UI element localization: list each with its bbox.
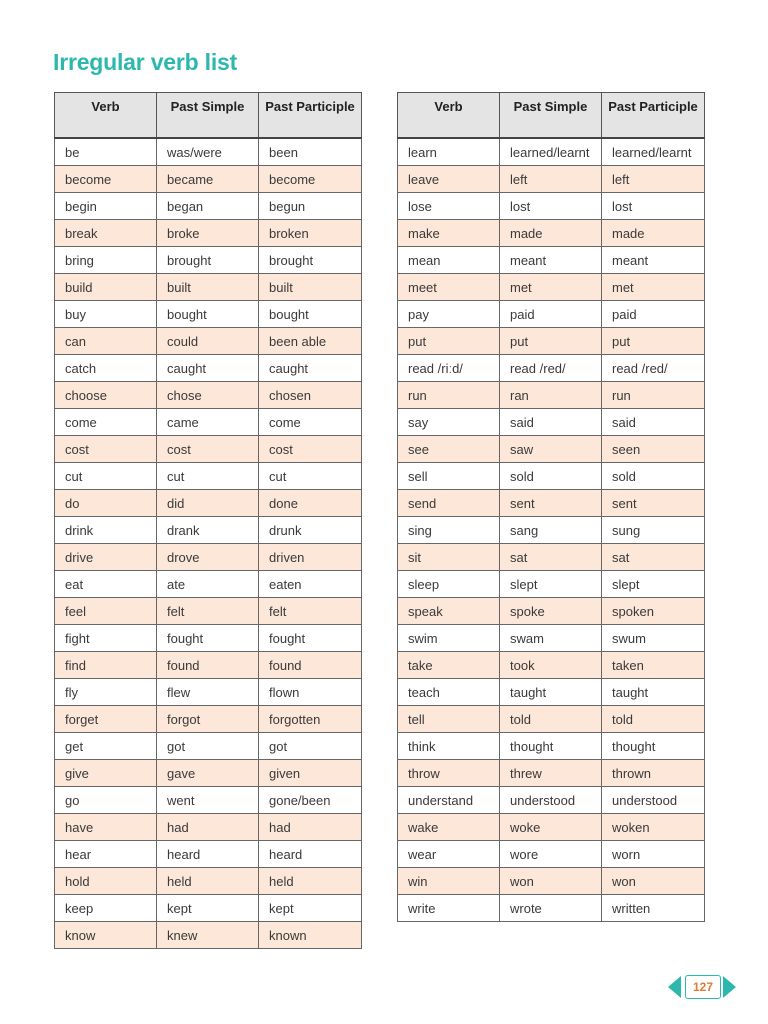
table-row: [55, 679, 362, 706]
verb-table-right: [397, 92, 705, 922]
verb-cell: teach: [398, 679, 500, 706]
past-simple-cell: ate: [157, 571, 259, 598]
table-row: [398, 787, 705, 814]
table-row: [55, 355, 362, 382]
table-row: [55, 138, 362, 166]
verb-cell: know: [55, 922, 157, 949]
table-row: [398, 706, 705, 733]
past-participle-cell: written: [602, 895, 705, 922]
table-row: [55, 787, 362, 814]
past-participle-cell: flown: [259, 679, 362, 706]
past-participle-cell: done: [259, 490, 362, 517]
past-simple-cell: had: [157, 814, 259, 841]
header-past-simple: Past Simple: [157, 93, 259, 139]
past-participle-cell: thrown: [602, 760, 705, 787]
past-participle-cell: understood: [602, 787, 705, 814]
table-row: [398, 220, 705, 247]
past-participle-cell: come: [259, 409, 362, 436]
verb-cell: keep: [55, 895, 157, 922]
past-simple-cell: understood: [500, 787, 602, 814]
past-participle-cell: told: [602, 706, 705, 733]
table-row: [55, 733, 362, 760]
past-participle-cell: sung: [602, 517, 705, 544]
verb-cell: read /riːd/: [398, 355, 500, 382]
table-row: [398, 652, 705, 679]
past-participle-cell: caught: [259, 355, 362, 382]
past-simple-cell: told: [500, 706, 602, 733]
past-participle-cell: lost: [602, 193, 705, 220]
verb-cell: become: [55, 166, 157, 193]
past-simple-cell: sent: [500, 490, 602, 517]
table-row: [55, 193, 362, 220]
page-number: 127: [685, 975, 721, 999]
past-participle-cell: cut: [259, 463, 362, 490]
table-row: [55, 544, 362, 571]
verb-cell: do: [55, 490, 157, 517]
table-row: [398, 814, 705, 841]
past-participle-cell: made: [602, 220, 705, 247]
past-participle-cell: bought: [259, 301, 362, 328]
table-row: [398, 625, 705, 652]
table-row: [398, 571, 705, 598]
past-simple-cell: heard: [157, 841, 259, 868]
verb-cell: pay: [398, 301, 500, 328]
verb-cell: can: [55, 328, 157, 355]
table-row: [55, 571, 362, 598]
verb-cell: give: [55, 760, 157, 787]
past-participle-cell: meant: [602, 247, 705, 274]
past-participle-cell: given: [259, 760, 362, 787]
past-simple-cell: fought: [157, 625, 259, 652]
past-simple-cell: met: [500, 274, 602, 301]
table-row: [55, 625, 362, 652]
past-simple-cell: held: [157, 868, 259, 895]
table-row: [398, 247, 705, 274]
past-simple-cell: put: [500, 328, 602, 355]
previous-page-arrow-icon[interactable]: [668, 976, 681, 998]
verb-table-left: [54, 92, 362, 949]
past-participle-cell: eaten: [259, 571, 362, 598]
page-nav: [668, 975, 736, 999]
past-simple-cell: learned/learnt: [500, 138, 602, 166]
verb-cell: cut: [55, 463, 157, 490]
table-row: [55, 490, 362, 517]
past-participle-cell: known: [259, 922, 362, 949]
table-row: [398, 166, 705, 193]
table-row: [398, 409, 705, 436]
past-simple-cell: did: [157, 490, 259, 517]
past-simple-cell: felt: [157, 598, 259, 625]
table-row: [55, 409, 362, 436]
past-participle-cell: taken: [602, 652, 705, 679]
verb-cell: sleep: [398, 571, 500, 598]
past-simple-cell: spoke: [500, 598, 602, 625]
past-participle-cell: been able: [259, 328, 362, 355]
past-participle-cell: been: [259, 138, 362, 166]
past-simple-cell: taught: [500, 679, 602, 706]
table-row: [398, 382, 705, 409]
verb-cell: wake: [398, 814, 500, 841]
past-simple-cell: bought: [157, 301, 259, 328]
past-simple-cell: flew: [157, 679, 259, 706]
past-participle-cell: sent: [602, 490, 705, 517]
past-simple-cell: cut: [157, 463, 259, 490]
verb-cell: get: [55, 733, 157, 760]
verb-cell: learn: [398, 138, 500, 166]
table-row: [55, 895, 362, 922]
past-participle-cell: broken: [259, 220, 362, 247]
table-row: [55, 166, 362, 193]
verb-cell: throw: [398, 760, 500, 787]
header-past-participle: Past Participle: [602, 93, 705, 139]
past-simple-cell: paid: [500, 301, 602, 328]
past-simple-cell: left: [500, 166, 602, 193]
past-participle-cell: said: [602, 409, 705, 436]
verb-cell: run: [398, 382, 500, 409]
table-row: [398, 544, 705, 571]
past-simple-cell: sat: [500, 544, 602, 571]
past-simple-cell: meant: [500, 247, 602, 274]
verb-cell: see: [398, 436, 500, 463]
past-participle-cell: paid: [602, 301, 705, 328]
page-title: Irregular verb list: [53, 49, 238, 75]
past-participle-cell: got: [259, 733, 362, 760]
verb-cell: catch: [55, 355, 157, 382]
verb-cell: begin: [55, 193, 157, 220]
past-simple-cell: could: [157, 328, 259, 355]
verb-cell: fly: [55, 679, 157, 706]
table-row: [398, 193, 705, 220]
verb-cell: bring: [55, 247, 157, 274]
verb-cell: think: [398, 733, 500, 760]
past-participle-cell: gone/been: [259, 787, 362, 814]
verb-cell: find: [55, 652, 157, 679]
past-simple-cell: kept: [157, 895, 259, 922]
table-row: [55, 436, 362, 463]
past-participle-cell: felt: [259, 598, 362, 625]
past-simple-cell: wore: [500, 841, 602, 868]
past-simple-cell: caught: [157, 355, 259, 382]
table-row: [398, 436, 705, 463]
table-row: [55, 760, 362, 787]
past-participle-cell: put: [602, 328, 705, 355]
past-simple-cell: swam: [500, 625, 602, 652]
verb-cell: feel: [55, 598, 157, 625]
table-row: [398, 598, 705, 625]
verb-cell: drink: [55, 517, 157, 544]
verb-cell: leave: [398, 166, 500, 193]
verb-cell: drive: [55, 544, 157, 571]
past-simple-cell: saw: [500, 436, 602, 463]
table-row: [55, 922, 362, 949]
past-participle-cell: learned/learnt: [602, 138, 705, 166]
verb-cell: lose: [398, 193, 500, 220]
table-row: [55, 247, 362, 274]
table-row: [398, 841, 705, 868]
past-simple-cell: read /red/: [500, 355, 602, 382]
past-simple-cell: gave: [157, 760, 259, 787]
table-row: [398, 760, 705, 787]
past-simple-cell: came: [157, 409, 259, 436]
past-simple-cell: sang: [500, 517, 602, 544]
table-row: [55, 706, 362, 733]
past-simple-cell: sold: [500, 463, 602, 490]
past-simple-cell: took: [500, 652, 602, 679]
past-simple-cell: cost: [157, 436, 259, 463]
verb-cell: have: [55, 814, 157, 841]
table-row: [398, 679, 705, 706]
past-participle-cell: cost: [259, 436, 362, 463]
header-past-participle: Past Participle: [259, 93, 362, 139]
table-row: [55, 382, 362, 409]
verb-cell: fight: [55, 625, 157, 652]
past-participle-cell: driven: [259, 544, 362, 571]
verb-cell: sit: [398, 544, 500, 571]
past-simple-cell: forgot: [157, 706, 259, 733]
past-participle-cell: slept: [602, 571, 705, 598]
table-row: [398, 328, 705, 355]
past-simple-cell: thought: [500, 733, 602, 760]
table-row: [55, 220, 362, 247]
table-row: [398, 463, 705, 490]
past-simple-cell: drank: [157, 517, 259, 544]
table-row: [398, 868, 705, 895]
verb-cell: hear: [55, 841, 157, 868]
past-participle-cell: met: [602, 274, 705, 301]
verb-cell: hold: [55, 868, 157, 895]
past-simple-cell: drove: [157, 544, 259, 571]
verb-cell: choose: [55, 382, 157, 409]
past-simple-cell: was/were: [157, 138, 259, 166]
past-simple-cell: became: [157, 166, 259, 193]
past-participle-cell: heard: [259, 841, 362, 868]
past-simple-cell: went: [157, 787, 259, 814]
past-participle-cell: read /red/: [602, 355, 705, 382]
verb-cell: win: [398, 868, 500, 895]
table-row: [55, 463, 362, 490]
past-participle-cell: run: [602, 382, 705, 409]
past-simple-cell: chose: [157, 382, 259, 409]
verb-cell: meet: [398, 274, 500, 301]
past-participle-cell: thought: [602, 733, 705, 760]
table-row: [55, 814, 362, 841]
header-past-simple: Past Simple: [500, 93, 602, 139]
table-row: [55, 868, 362, 895]
verb-cell: swim: [398, 625, 500, 652]
past-participle-cell: woken: [602, 814, 705, 841]
past-participle-cell: built: [259, 274, 362, 301]
verb-cell: sell: [398, 463, 500, 490]
verb-cell: go: [55, 787, 157, 814]
past-simple-cell: ran: [500, 382, 602, 409]
header-verb: Verb: [398, 93, 500, 139]
past-participle-cell: forgotten: [259, 706, 362, 733]
past-simple-cell: brought: [157, 247, 259, 274]
verb-cell: write: [398, 895, 500, 922]
next-page-arrow-icon[interactable]: [723, 976, 736, 998]
past-participle-cell: held: [259, 868, 362, 895]
past-participle-cell: seen: [602, 436, 705, 463]
past-simple-cell: found: [157, 652, 259, 679]
past-participle-cell: sold: [602, 463, 705, 490]
past-participle-cell: brought: [259, 247, 362, 274]
past-simple-cell: slept: [500, 571, 602, 598]
past-participle-cell: taught: [602, 679, 705, 706]
past-participle-cell: had: [259, 814, 362, 841]
verb-cell: put: [398, 328, 500, 355]
past-participle-cell: sat: [602, 544, 705, 571]
table-row: [55, 598, 362, 625]
past-simple-cell: built: [157, 274, 259, 301]
verb-cell: send: [398, 490, 500, 517]
verb-cell: break: [55, 220, 157, 247]
table-row: [398, 895, 705, 922]
table-row: [55, 301, 362, 328]
past-participle-cell: fought: [259, 625, 362, 652]
verb-cell: build: [55, 274, 157, 301]
verb-cell: make: [398, 220, 500, 247]
table-row: [55, 274, 362, 301]
verb-cell: wear: [398, 841, 500, 868]
past-participle-cell: kept: [259, 895, 362, 922]
past-participle-cell: chosen: [259, 382, 362, 409]
verb-cell: cost: [55, 436, 157, 463]
verb-cell: forget: [55, 706, 157, 733]
verb-cell: tell: [398, 706, 500, 733]
past-simple-cell: lost: [500, 193, 602, 220]
verb-cell: say: [398, 409, 500, 436]
past-participle-cell: worn: [602, 841, 705, 868]
past-simple-cell: broke: [157, 220, 259, 247]
past-participle-cell: found: [259, 652, 362, 679]
verb-cell: be: [55, 138, 157, 166]
past-simple-cell: woke: [500, 814, 602, 841]
verb-cell: understand: [398, 787, 500, 814]
verb-cell: speak: [398, 598, 500, 625]
past-participle-cell: won: [602, 868, 705, 895]
verb-cell: sing: [398, 517, 500, 544]
header-verb: Verb: [55, 93, 157, 139]
past-simple-cell: threw: [500, 760, 602, 787]
table-row: [55, 517, 362, 544]
past-participle-cell: swum: [602, 625, 705, 652]
past-participle-cell: left: [602, 166, 705, 193]
past-simple-cell: said: [500, 409, 602, 436]
past-simple-cell: wrote: [500, 895, 602, 922]
table-row: [398, 355, 705, 382]
verb-cell: eat: [55, 571, 157, 598]
past-simple-cell: began: [157, 193, 259, 220]
verb-cell: take: [398, 652, 500, 679]
past-participle-cell: spoken: [602, 598, 705, 625]
table-row: [398, 138, 705, 166]
table-row: [398, 733, 705, 760]
table-header-row: [55, 93, 362, 139]
table-row: [398, 490, 705, 517]
table-header-row: [398, 93, 705, 139]
past-participle-cell: begun: [259, 193, 362, 220]
table-row: [398, 274, 705, 301]
verb-cell: buy: [55, 301, 157, 328]
table-row: [55, 841, 362, 868]
past-simple-cell: won: [500, 868, 602, 895]
past-simple-cell: made: [500, 220, 602, 247]
past-participle-cell: become: [259, 166, 362, 193]
past-simple-cell: knew: [157, 922, 259, 949]
table-row: [55, 652, 362, 679]
past-participle-cell: drunk: [259, 517, 362, 544]
table-row: [398, 517, 705, 544]
past-simple-cell: got: [157, 733, 259, 760]
verb-cell: mean: [398, 247, 500, 274]
table-row: [398, 301, 705, 328]
table-row: [55, 328, 362, 355]
verb-cell: come: [55, 409, 157, 436]
